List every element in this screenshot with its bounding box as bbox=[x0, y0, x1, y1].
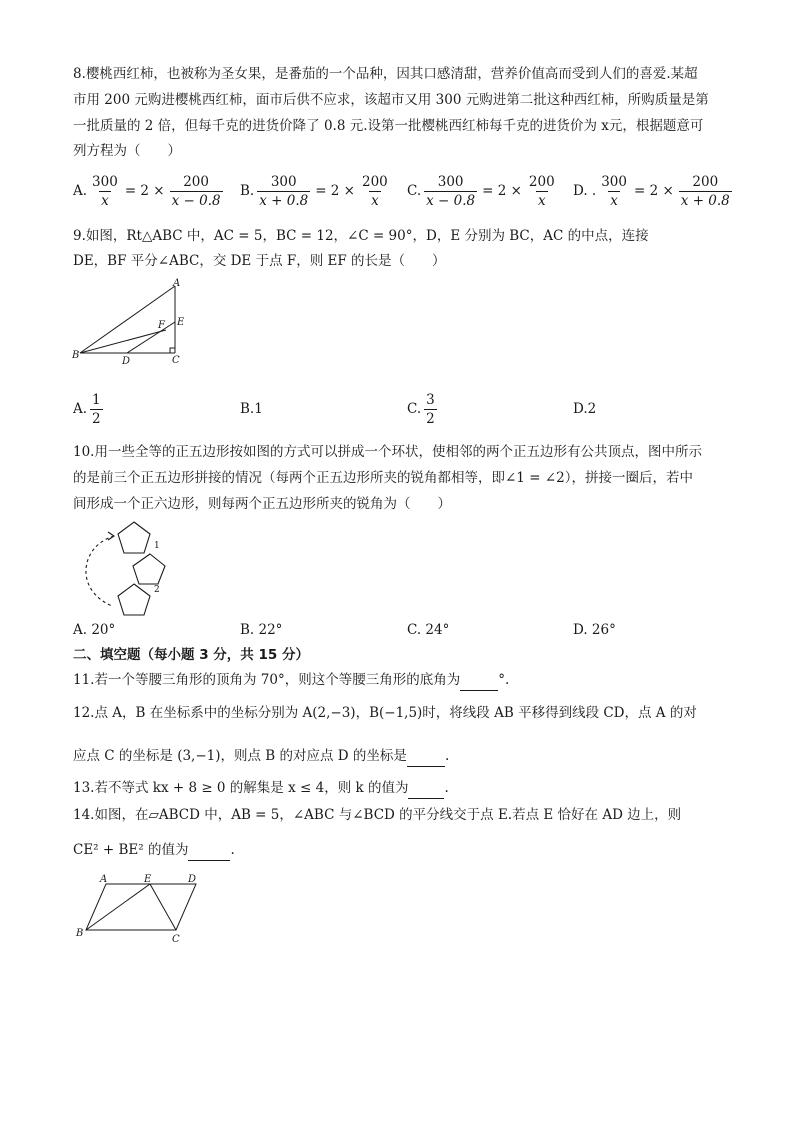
q8-line-1: 8.樱桃西红柿，也被称为圣女果，是番茄的一个品种，因其口感清甜，营养价值高而受到人们的喜爱.某超 bbox=[73, 66, 698, 82]
fraction: $\frac{200}{x}$ bbox=[528, 173, 555, 209]
q14-parallelogram-figure bbox=[72, 872, 212, 944]
segment-de bbox=[127, 322, 175, 353]
q10-option-a[interactable]: A. 20° bbox=[73, 622, 116, 638]
q14-text-end: . bbox=[230, 842, 235, 858]
fraction: $\frac{3}{2}$ bbox=[426, 391, 435, 427]
q9-triangle-figure bbox=[70, 278, 200, 370]
label-f: F bbox=[158, 320, 165, 331]
q10-line-1: 10.用一些全等的正五边形按如图的方式可以拼成一个环状，使相邻的两个正五边形有公共顶点，图中所示 bbox=[73, 444, 702, 460]
angle-label-1: 1 bbox=[154, 541, 160, 551]
q9-line-2: DE，BF 平分∠ABC，交 DE 于点 F，则 EF 的长是（ ） bbox=[73, 253, 446, 269]
q8-line-2: 市用 200 元购进樱桃西红柿，面市后供不应求，该超市又用 300 元购进第二批这种西红柿，所购质量是第 bbox=[73, 92, 709, 108]
q8-option-b[interactable] bbox=[240, 168, 393, 214]
q14-text: CE² + BE² 的值为 bbox=[73, 842, 189, 858]
q13-line bbox=[73, 778, 449, 799]
q10-line-2: 的是前三个正五边形拼接的情况（每两个正五边形所夹的锐角都相等，即∠1 = ∠2），拼接一圈后，若中 bbox=[73, 470, 693, 486]
equals-two-times: = 2 × bbox=[315, 183, 355, 199]
label-c: C bbox=[172, 355, 180, 366]
answer-blank[interactable] bbox=[188, 840, 230, 861]
label-a: A bbox=[100, 874, 108, 885]
q9-option-d[interactable] bbox=[573, 386, 596, 432]
q13-text-end: . bbox=[444, 780, 449, 796]
q12-line-1: 12.点 A，B 在坐标系中的坐标分别为 A(2,−3)，B(−1,5)时，将线段 AB 平移得到线段 CD，点 A 的对 bbox=[73, 705, 697, 721]
segment-bf bbox=[80, 330, 166, 353]
fraction: $\frac{200}{x}$ bbox=[362, 173, 388, 209]
q11-line bbox=[73, 670, 509, 691]
answer-blank[interactable] bbox=[408, 778, 444, 799]
fraction: $\frac{200}{x + 0.8}$ bbox=[680, 173, 730, 209]
q10-line-3: 间形成一个正六边形，则每两个正五边形所夹的锐角为（ ） bbox=[73, 496, 451, 512]
option-label: D.2 bbox=[573, 401, 597, 417]
label-a: A bbox=[173, 278, 181, 289]
fraction: $\frac{200}{x - 0.8}$ bbox=[171, 173, 221, 209]
arrow-head bbox=[108, 532, 114, 540]
fraction: $\frac{1}{2}$ bbox=[92, 391, 101, 427]
right-angle-mark bbox=[170, 348, 175, 353]
answer-blank[interactable] bbox=[407, 746, 445, 767]
option-label: C. bbox=[407, 401, 422, 417]
q14-line-1: 14.如图，在▱ABCD 中，AB = 5，∠ABC 与∠BCD 的平分线交于点 E.若点 E 恰好在 AD 边上，则 bbox=[73, 807, 682, 823]
option-label: A. bbox=[73, 401, 88, 417]
option-label: C. bbox=[407, 183, 422, 199]
q9-options bbox=[73, 386, 723, 432]
fraction: $\frac{300}{x + 0.8}$ bbox=[259, 173, 309, 209]
q10-pentagon-figure bbox=[72, 518, 182, 618]
angle-label-2: 2 bbox=[154, 585, 160, 595]
q12-line-2 bbox=[73, 746, 449, 767]
label-c: C bbox=[172, 934, 180, 944]
q9-option-a[interactable] bbox=[73, 386, 106, 432]
segment-ce bbox=[150, 884, 176, 930]
fraction: $\frac{300}{x - 0.8}$ bbox=[426, 173, 476, 209]
q10-option-b[interactable]: B. 22° bbox=[240, 622, 283, 638]
option-label: B.1 bbox=[240, 401, 263, 417]
dashed-arc bbox=[86, 536, 114, 606]
option-label: B. bbox=[240, 183, 255, 199]
label-e: E bbox=[144, 874, 152, 885]
q13-text: 13.若不等式 kx + 8 ≥ 0 的解集是 x ≤ 4，则 k 的值为 bbox=[73, 780, 409, 796]
fraction: $\frac{300}{x}$ bbox=[92, 173, 118, 209]
option-label: D. . bbox=[573, 183, 597, 199]
fraction: $\frac{300}{x}$ bbox=[601, 173, 627, 209]
answer-blank[interactable] bbox=[460, 670, 498, 691]
label-b: B bbox=[72, 350, 80, 361]
label-d: D bbox=[122, 356, 131, 367]
label-b: B bbox=[76, 928, 84, 939]
label-e: E bbox=[177, 317, 185, 328]
q8-option-d[interactable] bbox=[573, 168, 735, 214]
q11-text-end: °. bbox=[498, 672, 510, 688]
option-label: A. bbox=[73, 183, 88, 199]
q9-option-b[interactable] bbox=[240, 386, 263, 432]
label-d: D bbox=[188, 874, 197, 885]
q8-option-c[interactable] bbox=[407, 168, 560, 214]
q9-option-c[interactable] bbox=[407, 386, 440, 432]
q10-option-c[interactable]: C. 24° bbox=[407, 622, 450, 638]
q12-text-end: . bbox=[444, 748, 450, 764]
q10-option-d[interactable]: D. 26° bbox=[573, 622, 616, 638]
q8-line-4: 列方程为（ ） bbox=[73, 143, 181, 159]
q14-line-2 bbox=[73, 840, 235, 861]
q8-options bbox=[73, 168, 730, 214]
q9-line-1: 9.如图，Rt△ABC 中，AC = 5，BC = 12，∠C = 90°，D，E 分别为 BC，AC 的中点，连接 bbox=[73, 228, 649, 244]
q8-option-a[interactable] bbox=[73, 168, 226, 214]
pentagon-top bbox=[118, 522, 150, 553]
q10-options bbox=[73, 620, 723, 640]
q12-text: 应点 C 的坐标是 (3,−1)，则点 B 的对应点 D 的坐标是 bbox=[73, 748, 407, 764]
q8-line-3: 一批质量的 2 倍，但每千克的进货价降了 0.8 元.设第一批樱桃西红柿每千克的进货价为 x元，根据题意可 bbox=[73, 118, 704, 134]
pentagon-middle bbox=[133, 554, 165, 584]
equals-two-times: = 2 × bbox=[124, 183, 165, 199]
section-heading: 二、填空题（每小题 3 分，共 15 分） bbox=[73, 647, 309, 663]
q11-text: 11.若一个等腰三角形的顶角为 70°，则这个等腰三角形的底角为 bbox=[73, 672, 461, 688]
equals-two-times: = 2 × bbox=[634, 183, 674, 199]
equals-two-times: = 2 × bbox=[482, 183, 522, 199]
pentagon-bottom bbox=[118, 584, 150, 615]
